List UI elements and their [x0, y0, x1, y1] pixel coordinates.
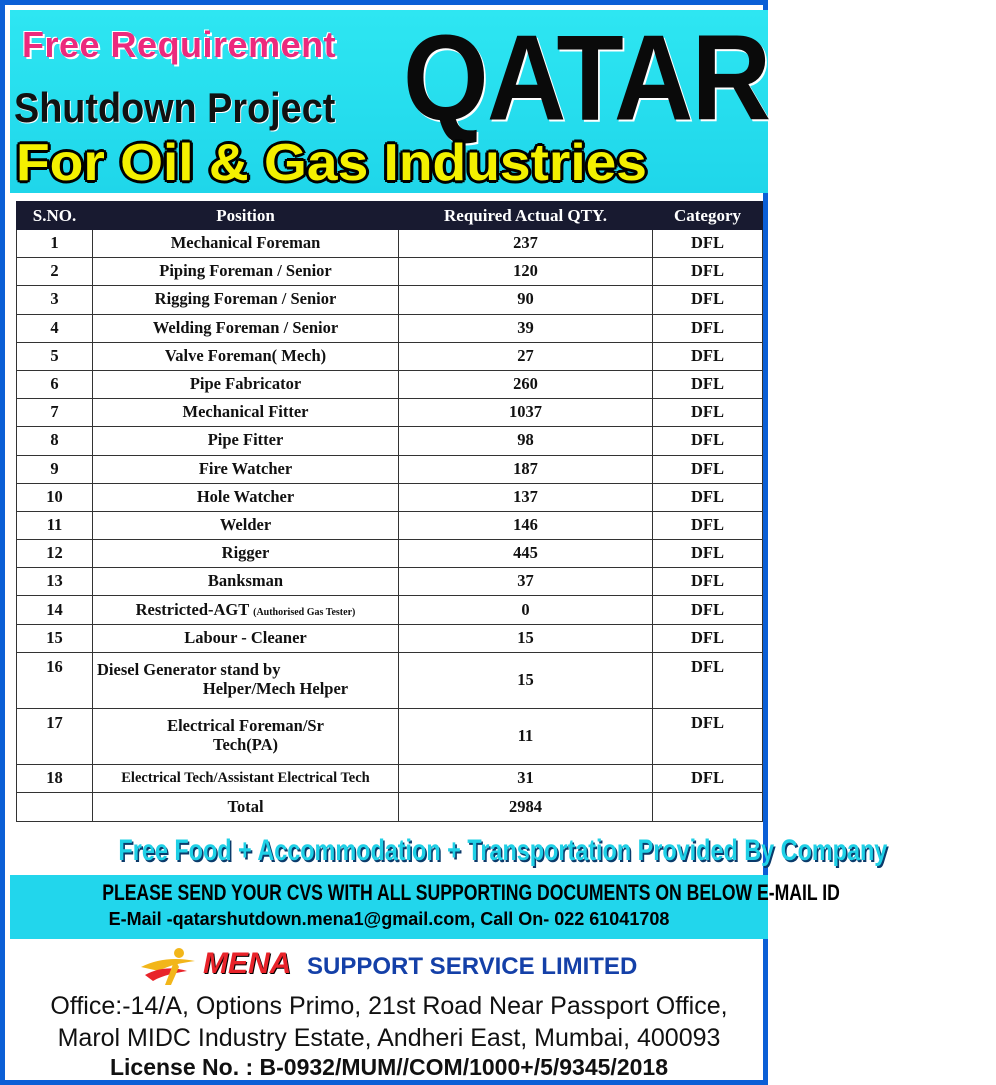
row-qty: 445 — [399, 540, 653, 568]
row-category: DFL — [653, 764, 763, 792]
row-category: DFL — [653, 258, 763, 286]
row-qty: 11 — [399, 708, 653, 764]
column-header-position: Position — [93, 202, 399, 230]
license-number: License No. : B-0932/MUM//COM/1000+/5/9345/2018 — [109, 1054, 668, 1080]
row-sno: 14 — [17, 596, 93, 624]
row-sno: 8 — [17, 427, 93, 455]
table-row — [17, 511, 763, 539]
running-figure-logo-icon — [135, 945, 205, 987]
row-qty: 187 — [399, 455, 653, 483]
company-brand: MENA — [203, 947, 292, 980]
row-qty: 146 — [399, 511, 653, 539]
total-qty: 2984 — [399, 793, 653, 822]
table-row — [17, 708, 763, 764]
table-row — [17, 652, 763, 708]
total-label: Total — [93, 793, 399, 822]
row-category: DFL — [653, 540, 763, 568]
company-logo-row — [135, 943, 695, 987]
row-position: Welder — [93, 511, 399, 539]
row-position-line2: Helper/Mech Helper — [202, 679, 349, 699]
row-category: DFL — [653, 511, 763, 539]
row-category: DFL — [653, 455, 763, 483]
column-header-qty: Required Actual QTY. — [399, 202, 653, 230]
row-category: DFL — [653, 596, 763, 624]
table-row — [17, 286, 763, 314]
shutdown-project-title: Shutdown Project — [14, 84, 336, 131]
row-sno: 17 — [17, 708, 93, 764]
row-qty: 90 — [399, 286, 653, 314]
row-category: DFL — [653, 483, 763, 511]
row-category: DFL — [653, 427, 763, 455]
row-sno: 3 — [17, 286, 93, 314]
row-sno: 12 — [17, 540, 93, 568]
row-sno: 18 — [17, 764, 93, 792]
row-position — [93, 652, 399, 708]
row-position: Pipe Fitter — [93, 427, 399, 455]
table-row — [17, 483, 763, 511]
row-sno: 15 — [17, 624, 93, 652]
benefits-banner — [10, 827, 888, 875]
row-position: Labour - Cleaner — [93, 624, 399, 652]
row-position-text: Restricted-AGT — [135, 599, 254, 619]
send-cvs-text — [10, 880, 840, 906]
row-sno: 1 — [17, 230, 93, 258]
row-position: Valve Foreman( Mech) — [93, 342, 399, 370]
row-qty: 37 — [399, 568, 653, 596]
table-header-row — [17, 202, 763, 230]
row-category: DFL — [653, 399, 763, 427]
row-position-line1: Electrical Foreman/Sr — [167, 716, 324, 736]
table-row — [17, 540, 763, 568]
row-category: DFL — [653, 286, 763, 314]
row-sno: 7 — [17, 399, 93, 427]
table-row — [17, 370, 763, 398]
total-row — [17, 793, 763, 822]
row-position: Hole Watcher — [93, 483, 399, 511]
company-name: SUPPORT SERVICE LIMITED — [307, 953, 638, 980]
address-line-1: Office:-14/A, Options Primo, 21st Road Near Passport Office, — [50, 992, 728, 1020]
row-qty: 98 — [399, 427, 653, 455]
row-position-line1: Diesel Generator stand by — [97, 660, 281, 680]
row-position: Banksman — [93, 568, 399, 596]
email-phone-text: E-Mail -qatarshutdown.mena1@gmail.com, Call On- 022 61041708 — [108, 909, 670, 929]
send-cvs-label: PLEASE SEND YOUR CVS WITH ALL SUPPORTING DOCUMENTS ON BELOW E-MAIL ID — [102, 880, 840, 905]
table-row — [17, 342, 763, 370]
row-position-line2: Tech(PA) — [212, 735, 279, 755]
row-qty: 31 — [399, 764, 653, 792]
positions-table — [16, 201, 763, 822]
table-row — [17, 258, 763, 286]
table-row — [17, 596, 763, 624]
row-sno: 10 — [17, 483, 93, 511]
row-category: DFL — [653, 314, 763, 342]
table-row — [17, 314, 763, 342]
row-sno: 11 — [17, 511, 93, 539]
table-row — [17, 455, 763, 483]
row-qty: 15 — [399, 624, 653, 652]
table-row — [17, 230, 763, 258]
row-category: DFL — [653, 624, 763, 652]
row-qty: 15 — [399, 652, 653, 708]
country-title: QATAR — [403, 10, 770, 147]
row-category: DFL — [653, 568, 763, 596]
row-category: DFL — [653, 370, 763, 398]
row-position — [93, 708, 399, 764]
address-line-2: Marol MIDC Industry Estate, Andheri East, Mumbai, 400093 — [57, 1024, 721, 1052]
table-row — [17, 764, 763, 792]
row-sno: 16 — [17, 652, 93, 708]
row-position-note: (Authorised Gas Tester) — [253, 606, 356, 618]
row-qty: 39 — [399, 314, 653, 342]
table-row — [17, 399, 763, 427]
table-row — [17, 568, 763, 596]
row-position: Welding Foreman / Senior — [93, 314, 399, 342]
header-banner — [10, 10, 768, 193]
contact-band — [10, 875, 840, 939]
row-qty: 120 — [399, 258, 653, 286]
row-qty: 0 — [399, 596, 653, 624]
industry-title: For Oil & Gas Industries — [16, 134, 647, 192]
total-sno-empty — [17, 793, 93, 822]
row-position: Pipe Fabricator — [93, 370, 399, 398]
row-qty: 27 — [399, 342, 653, 370]
row-category: DFL — [653, 708, 763, 764]
table-row — [17, 427, 763, 455]
row-position: Fire Watcher — [93, 455, 399, 483]
row-position: Mechanical Fitter — [93, 399, 399, 427]
row-qty: 1037 — [399, 399, 653, 427]
row-qty: 137 — [399, 483, 653, 511]
row-sno: 5 — [17, 342, 93, 370]
row-position: Rigging Foreman / Senior — [93, 286, 399, 314]
row-position: Mechanical Foreman — [93, 230, 399, 258]
row-sno: 13 — [17, 568, 93, 596]
column-header-category: Category — [653, 202, 763, 230]
office-address — [10, 990, 768, 1054]
row-sno: 9 — [17, 455, 93, 483]
row-position: Electrical Tech/Assistant Electrical Tech — [93, 764, 399, 792]
row-category: DFL — [653, 230, 763, 258]
row-position — [93, 596, 399, 624]
row-position: Rigger — [93, 540, 399, 568]
row-position: Piping Foreman / Senior — [93, 258, 399, 286]
row-category: DFL — [653, 342, 763, 370]
row-sno: 4 — [17, 314, 93, 342]
benefits-text: Free Food + Accommodation + Transportation Provided By Company — [118, 834, 888, 867]
row-qty: 260 — [399, 370, 653, 398]
total-category-empty — [653, 793, 763, 822]
row-sno: 6 — [17, 370, 93, 398]
row-sno: 2 — [17, 258, 93, 286]
table-row — [17, 624, 763, 652]
row-category: DFL — [653, 652, 763, 708]
free-requirement-title: Free Requirement — [22, 24, 337, 65]
row-qty: 237 — [399, 230, 653, 258]
column-header-sno: S.NO. — [17, 202, 93, 230]
